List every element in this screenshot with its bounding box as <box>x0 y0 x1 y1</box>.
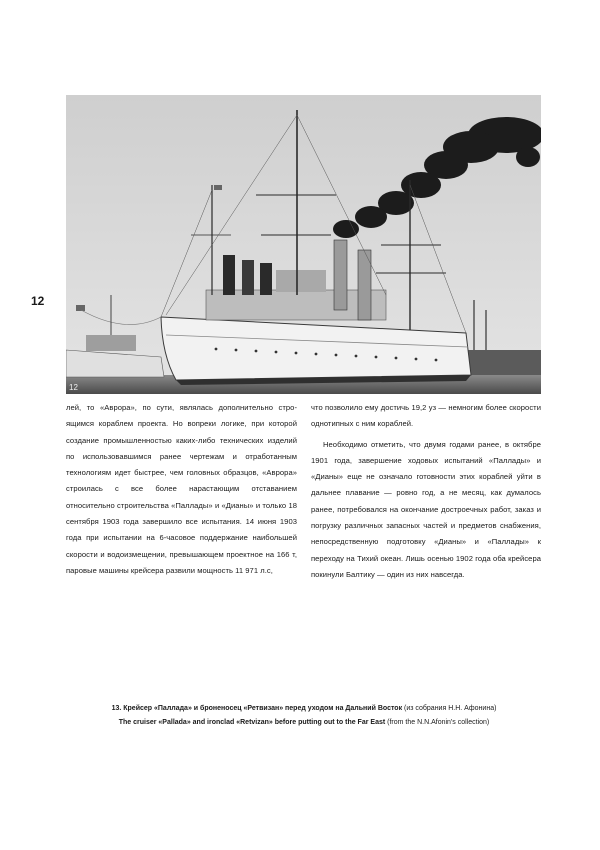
caption-english <box>60 716 548 730</box>
text-column-left <box>66 400 297 579</box>
paragraph-right: Необходимо отметить, что двумя годами ранее, в октябре 1901 года, завершение ходовых испытаний «Паллады» и «Дианы» еще не означало готовности этих кораблей уйти в дальнее плавание — ровно год, а не месяц, как думалось ранее, потребовался на окончание достроечных работ, заказ и погрузку различных запасных частей и предметов снабжения, непосредственную подготовку «Дианы» и «Паллады» к переходу на Тихий океан. Лишь осенью 1902 года оба крейсера покинули Балтику — один из них навсегда. <box>311 439 541 579</box>
caption-russian <box>60 702 548 716</box>
paragraph-left: лей, то «Аврора», по сути, являлась дополнительно строящимся кораблем проекта. Но вопреки логике, при которой создание промышленностью каких-либо технических изделий по использовавшимся ранее чертежам и отработанным технологиям идет быстрее, чем головных образцов, «Аврора» строилась с все более нарастающим отставанием относительно строительства «Паллады» и «Дианы» и только 18 сентября 1903 года завершило все испытания. 14 июня 1903 года при испытании на 6-часовое поддержание наибольшей скорости и водоизмещении, превышающем проектное на 166 т, паровые машины крейсера развили мощность 11 971 л.с, <box>66 403 297 575</box>
caption-russian-source: (из собрания Н.Н. Афонина) <box>404 705 497 712</box>
ship-photograph <box>66 95 541 394</box>
photo-number: 12 <box>69 383 78 392</box>
caption-english-title: The cruiser «Pallada» and ironclad «Retvizan» before putting out to the Far East <box>118 719 386 726</box>
caption-russian-title: 13. Крейсер «Паллада» и броненосец «Ретвизан» перед уходом на Дальний Восток <box>111 705 403 712</box>
page-number: 12 <box>31 294 45 308</box>
caption-english-source: (from the N.N.Afonin's collection) <box>387 719 490 726</box>
figure-caption <box>60 702 548 730</box>
paragraph-right-continuation: что позволило ему достичь 19,2 уз — немногим более скорости однотипных с ним кораблей. <box>311 403 541 429</box>
text-column-right <box>311 400 541 583</box>
